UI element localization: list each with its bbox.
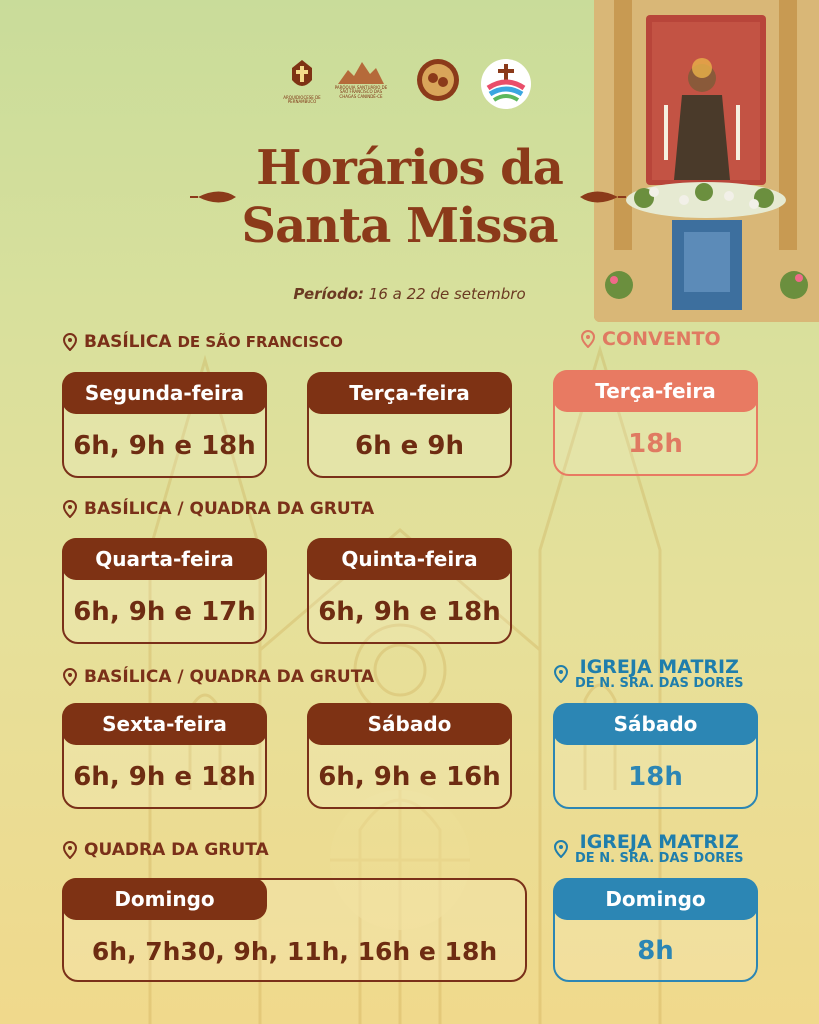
card-quarta-day: Quarta-feira bbox=[62, 538, 267, 580]
section-gruta-header bbox=[62, 840, 269, 860]
card-quarta-time: 6h, 9h e 17h bbox=[73, 597, 256, 627]
card-domingo-matriz bbox=[553, 878, 758, 982]
jubileu-logo bbox=[480, 58, 532, 110]
location-pin-icon bbox=[62, 841, 78, 859]
section-convento-label: CONVENTO bbox=[602, 328, 721, 350]
location-pin-icon bbox=[553, 840, 569, 858]
periodo-value: 16 a 22 de setembro bbox=[368, 285, 526, 303]
card-quarta bbox=[62, 538, 267, 644]
card-terca-convento bbox=[553, 370, 758, 476]
card-domingo-time: 6h, 7h30, 9h, 11h, 16h e 18h bbox=[91, 936, 498, 966]
section-basilica-gruta-2-label: BASÍLICA / QUADRA DA GRUTA bbox=[84, 667, 375, 687]
card-sexta-time: 6h, 9h e 18h bbox=[73, 762, 256, 792]
card-domingo-day: Domingo bbox=[62, 878, 267, 920]
location-pin-icon bbox=[580, 330, 596, 348]
card-terca-convento-day: Terça-feira bbox=[553, 370, 758, 412]
paroquia-logo-text: PARÓQUIA SANTUÁRIO DE SÃO FRANCISCO DAS CHAGAS CANINDÉ-CE bbox=[334, 85, 388, 99]
card-quinta-day: Quinta-feira bbox=[307, 538, 512, 580]
section-convento-header bbox=[580, 328, 721, 350]
flourish-left-icon bbox=[190, 182, 238, 219]
page-title-line1: Horários da bbox=[256, 140, 563, 196]
section-basilica-gruta-1-label: BASÍLICA / QUADRA DA GRUTA bbox=[84, 499, 375, 519]
card-sabado-time: 6h, 9h e 16h bbox=[318, 762, 501, 792]
emblem-logo bbox=[416, 58, 460, 102]
logos-row bbox=[282, 58, 537, 118]
card-sabado-matriz-day: Sábado bbox=[553, 703, 758, 745]
diocese-logo bbox=[282, 58, 322, 105]
section-basilica-gruta-1-header bbox=[62, 499, 374, 519]
section-matriz-1-line2: DE N. SRA. DAS DORES bbox=[575, 676, 744, 691]
card-sexta-day: Sexta-feira bbox=[62, 703, 267, 745]
card-domingo-matriz-day: Domingo bbox=[553, 878, 758, 920]
section-matriz-2-line1: IGREJA MATRIZ bbox=[579, 831, 739, 853]
card-segunda-time: 6h, 9h e 18h bbox=[73, 431, 256, 461]
card-sabado-matriz bbox=[553, 703, 758, 809]
card-domingo-matriz-time: 8h bbox=[637, 936, 674, 966]
card-terca-convento-time: 18h bbox=[628, 429, 683, 459]
section-basilica-rest: DE SÃO FRANCISCO bbox=[177, 333, 343, 351]
section-gruta-label: QUADRA DA GRUTA bbox=[84, 840, 269, 860]
card-sabado-matriz-time: 18h bbox=[628, 762, 683, 792]
paroquia-logo bbox=[334, 58, 388, 99]
card-sexta bbox=[62, 703, 267, 809]
location-pin-icon bbox=[62, 500, 78, 518]
section-basilica-bold: BASÍLICA bbox=[84, 332, 172, 352]
location-pin-icon bbox=[553, 665, 569, 683]
card-segunda bbox=[62, 372, 267, 478]
section-matriz-1-header bbox=[553, 658, 744, 690]
card-sabado bbox=[307, 703, 512, 809]
flourish-right-icon bbox=[578, 182, 626, 219]
card-quinta bbox=[307, 538, 512, 644]
periodo-line bbox=[0, 285, 819, 303]
diocese-logo-text: ARQUIDIOCESE DE PERNAMBUCO bbox=[283, 95, 321, 105]
card-quinta-time: 6h, 9h e 18h bbox=[318, 597, 501, 627]
section-basilica-gruta-2-header bbox=[62, 667, 374, 687]
card-domingo bbox=[62, 878, 527, 982]
page-title-line2: Santa Missa bbox=[241, 198, 558, 254]
section-basilica-header bbox=[62, 332, 343, 352]
location-pin-icon bbox=[62, 668, 78, 686]
section-matriz-1-line1: IGREJA MATRIZ bbox=[579, 656, 739, 678]
card-terca-time: 6h e 9h bbox=[355, 431, 464, 461]
card-terca-day: Terça-feira bbox=[307, 372, 512, 414]
card-terca bbox=[307, 372, 512, 478]
location-pin-icon bbox=[62, 333, 78, 351]
card-segunda-day: Segunda-feira bbox=[62, 372, 267, 414]
card-sabado-day: Sábado bbox=[307, 703, 512, 745]
section-matriz-2-header bbox=[553, 833, 744, 865]
section-matriz-2-line2: DE N. SRA. DAS DORES bbox=[575, 851, 744, 866]
periodo-label: Período: bbox=[293, 285, 365, 303]
